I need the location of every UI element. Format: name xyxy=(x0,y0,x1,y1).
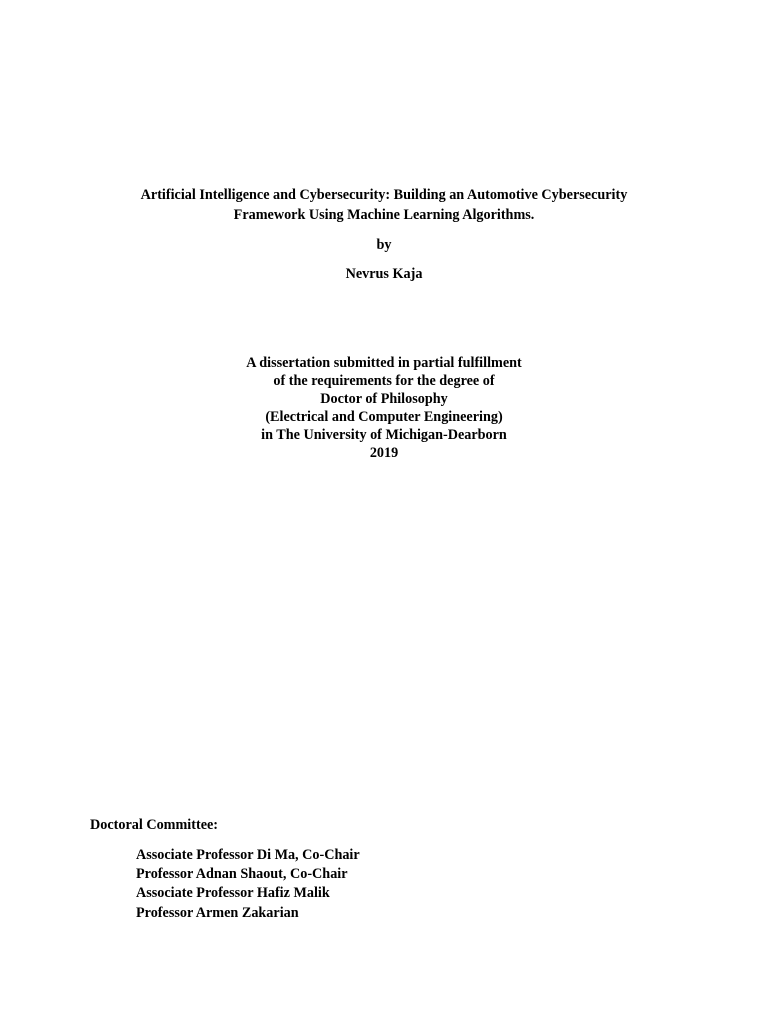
committee-member: Associate Professor Di Ma, Co-Chair xyxy=(136,847,360,863)
statement-line-6-year: 2019 xyxy=(369,445,399,461)
committee-member: Professor Adnan Shaout, Co-Chair xyxy=(136,866,348,882)
statement-line-3: Doctor of Philosophy xyxy=(320,391,448,407)
committee-member: Professor Armen Zakarian xyxy=(136,905,299,921)
title-line-1: Artificial Intelligence and Cybersecurity: Building an Automotive Cybersecurity xyxy=(140,187,628,203)
statement-line-5: in The University of Michigan-Dearborn xyxy=(261,427,507,443)
committee-heading: Doctoral Committee: xyxy=(90,817,219,833)
author-name: Nevrus Kaja xyxy=(345,266,423,282)
statement-line-1: A dissertation submitted in partial fulfillment xyxy=(246,355,522,371)
statement-line-4: (Electrical and Computer Engineering) xyxy=(265,409,503,425)
by-label: by xyxy=(376,237,392,253)
committee-member: Associate Professor Hafiz Malik xyxy=(136,885,330,901)
statement-line-2: of the requirements for the degree of xyxy=(273,373,495,389)
title-line-2: Framework Using Machine Learning Algorithms. xyxy=(233,207,535,223)
